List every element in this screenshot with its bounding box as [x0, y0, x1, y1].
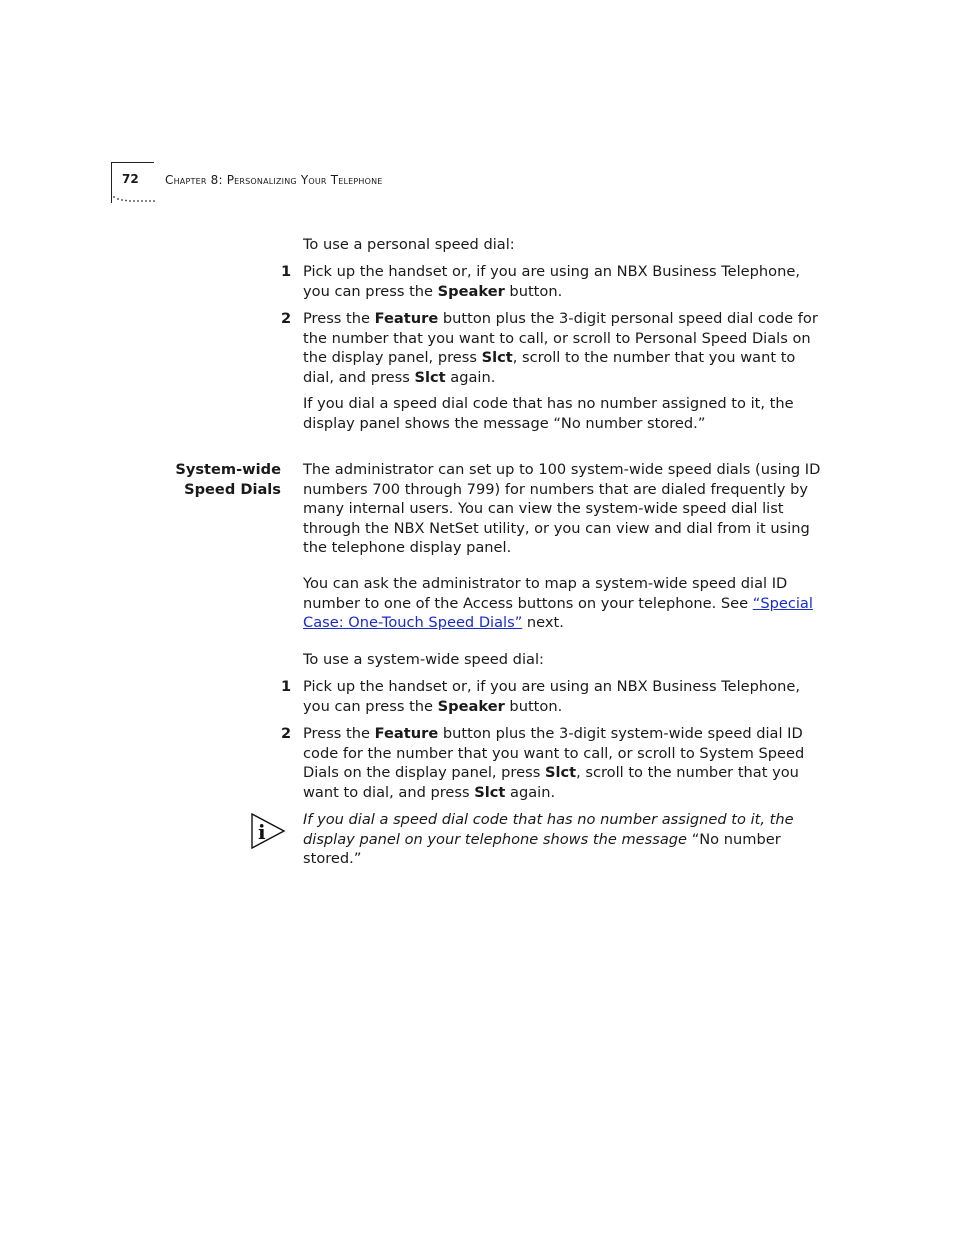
- svg-text:i: i: [258, 820, 266, 844]
- info-note-text: If you dial a speed dial code that has no number assigned to it, the display panel on your telephone shows the message “No number stored.”: [303, 811, 794, 868]
- system-para-2: You can ask the administrator to map a system-wide speed dial ID number to one of the Access buttons on your telephone. See “Special Case: One-Touch Speed Dials” next.: [303, 575, 813, 632]
- step-number: 2: [281, 310, 292, 327]
- cross-reference-link[interactable]: “Special Case: One-Touch Speed Dials”: [303, 594, 813, 632]
- page-number: 72: [122, 172, 139, 186]
- system-intro: To use a system-wide speed dial:: [303, 651, 544, 668]
- step-number: 1: [281, 263, 292, 280]
- system-para-1: The administrator can set up to 100 system-wide speed dials (using ID numbers 700 through 799) for numbers that are dialed frequently by many internal users. You can view the system-wide speed dial list through the NBX NetSet utility, or you can view and dial from it using the telephone display panel.: [303, 461, 821, 557]
- personal-step-1: Pick up the handset or, if you are using an NBX Business Telephone, you can press the Speaker button.: [303, 263, 800, 300]
- system-step-1: Pick up the handset or, if you are using an NBX Business Telephone, you can press the Speaker button.: [303, 678, 800, 715]
- step-number: 2: [281, 725, 292, 742]
- personal-intro: To use a personal speed dial:: [303, 236, 515, 253]
- info-icon: [250, 812, 286, 850]
- personal-step-2: Press the Feature button plus the 3-digit personal speed dial code for the number that you want to call, or scroll to Personal Speed Dials on the display panel, press Slct, scroll to the number that you want to dial, and press Slct again.: [303, 310, 818, 386]
- section-heading: System-wide Speed Dials: [175, 461, 281, 498]
- step-number: 1: [281, 678, 292, 695]
- personal-after-text: If you dial a speed dial code that has no number assigned to it, the display panel shows the message “No number stored.”: [303, 395, 794, 432]
- chapter-title: Chapter 8: Personalizing Your Telephone: [165, 173, 383, 187]
- header-dotted-rule: [113, 195, 157, 203]
- system-step-2: Press the Feature button plus the 3-digit system-wide speed dial ID code for the number that you want to call, or scroll to System Speed Dials on the display panel, press Slct, scroll to the number that you want to dial, and press Slct again.: [303, 725, 805, 801]
